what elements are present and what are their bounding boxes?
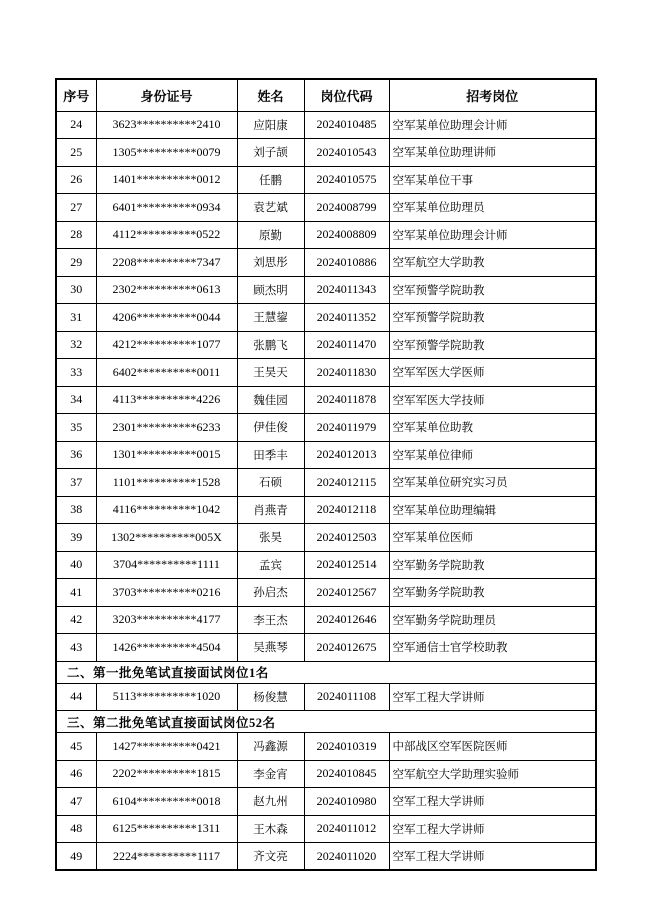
table-row [56, 469, 596, 497]
serial-cell: 44 [56, 683, 96, 711]
id-number-cell: 6401**********0934 [96, 194, 237, 222]
id-number-cell: 1305**********0079 [96, 139, 237, 167]
id-number-cell: 2302**********0613 [96, 276, 237, 304]
id-number-cell: 2208**********7347 [96, 249, 237, 277]
position-cell: 空军勤务学院助教 [389, 579, 596, 607]
name-cell: 李王杰 [237, 606, 304, 634]
serial-cell: 43 [56, 634, 96, 662]
position-cell: 空军某单位医师 [389, 524, 596, 552]
id-number-cell: 6125**********1311 [96, 815, 237, 843]
job-code-cell: 2024011979 [304, 414, 389, 442]
job-code-cell: 2024010845 [304, 760, 389, 788]
id-number-cell: 5113**********1020 [96, 683, 237, 711]
name-cell: 孙启杰 [237, 579, 304, 607]
section-row [56, 661, 596, 683]
table-row [56, 843, 596, 871]
name-cell: 刘思彤 [237, 249, 304, 277]
id-number-cell: 2224**********1117 [96, 843, 237, 871]
serial-cell: 45 [56, 733, 96, 761]
name-cell: 张昊 [237, 524, 304, 552]
id-number-cell: 4206**********0044 [96, 304, 237, 332]
position-cell: 空军工程大学讲师 [389, 683, 596, 711]
job-code-cell: 2024010980 [304, 788, 389, 816]
serial-cell: 48 [56, 815, 96, 843]
table-row [56, 760, 596, 788]
name-cell: 刘子颉 [237, 139, 304, 167]
table-row [56, 194, 596, 222]
name-cell: 伊佳俊 [237, 414, 304, 442]
serial-cell: 25 [56, 139, 96, 167]
position-cell: 空军航空大学助教 [389, 249, 596, 277]
name-cell: 吴燕琴 [237, 634, 304, 662]
table-body [56, 111, 596, 870]
name-cell: 原勤 [237, 221, 304, 249]
header-cell-3: 岗位代码 [304, 79, 389, 111]
header-cell-4: 招考岗位 [389, 79, 596, 111]
section-label: 三、第二批免笔试直接面试岗位52名 [56, 711, 596, 733]
job-code-cell: 2024010886 [304, 249, 389, 277]
serial-cell: 33 [56, 359, 96, 387]
id-number-cell: 2301**********6233 [96, 414, 237, 442]
job-code-cell: 2024011020 [304, 843, 389, 871]
job-code-cell: 2024011830 [304, 359, 389, 387]
position-cell: 空军某单位助理员 [389, 194, 596, 222]
section-label: 二、第一批免笔试直接面试岗位1名 [56, 661, 596, 683]
table-row [56, 579, 596, 607]
name-cell: 肖燕青 [237, 496, 304, 524]
position-cell: 空军工程大学讲师 [389, 815, 596, 843]
name-cell: 赵九州 [237, 788, 304, 816]
id-number-cell: 1301**********0015 [96, 441, 237, 469]
job-code-cell: 2024011343 [304, 276, 389, 304]
table-row [56, 551, 596, 579]
table-row [56, 815, 596, 843]
position-cell: 空军军医大学医师 [389, 359, 596, 387]
job-code-cell: 2024012118 [304, 496, 389, 524]
serial-cell: 31 [56, 304, 96, 332]
id-number-cell: 3704**********1111 [96, 551, 237, 579]
name-cell: 石硕 [237, 469, 304, 497]
job-code-cell: 2024012567 [304, 579, 389, 607]
position-cell: 空军某单位助教 [389, 414, 596, 442]
serial-cell: 28 [56, 221, 96, 249]
id-number-cell: 6104**********0018 [96, 788, 237, 816]
job-code-cell: 2024011470 [304, 331, 389, 359]
id-number-cell: 3203**********4177 [96, 606, 237, 634]
table-row [56, 276, 596, 304]
position-cell: 空军某单位研究实习员 [389, 469, 596, 497]
serial-cell: 34 [56, 386, 96, 414]
job-code-cell: 2024010543 [304, 139, 389, 167]
serial-cell: 38 [56, 496, 96, 524]
position-cell: 空军某单位助理编辑 [389, 496, 596, 524]
position-cell: 空军预警学院助教 [389, 304, 596, 332]
name-cell: 孟宾 [237, 551, 304, 579]
id-number-cell: 3703**********0216 [96, 579, 237, 607]
id-number-cell: 4112**********0522 [96, 221, 237, 249]
position-cell: 空军军医大学技师 [389, 386, 596, 414]
table-header-row [56, 79, 596, 111]
position-cell: 中部战区空军医院医师 [389, 733, 596, 761]
serial-cell: 39 [56, 524, 96, 552]
name-cell: 应阳康 [237, 111, 304, 139]
id-number-cell: 6402**********0011 [96, 359, 237, 387]
job-code-cell: 2024011878 [304, 386, 389, 414]
position-cell: 空军某单位助理讲师 [389, 139, 596, 167]
name-cell: 王昊天 [237, 359, 304, 387]
table-row [56, 683, 596, 711]
name-cell: 张鹏飞 [237, 331, 304, 359]
section-row [56, 711, 596, 733]
table-row [56, 496, 596, 524]
serial-cell: 40 [56, 551, 96, 579]
job-code-cell: 2024011012 [304, 815, 389, 843]
name-cell: 冯鑫源 [237, 733, 304, 761]
position-cell: 空军工程大学讲师 [389, 788, 596, 816]
serial-cell: 29 [56, 249, 96, 277]
table-row [56, 386, 596, 414]
position-cell: 空军工程大学讲师 [389, 843, 596, 871]
serial-cell: 36 [56, 441, 96, 469]
name-cell: 王木森 [237, 815, 304, 843]
serial-cell: 35 [56, 414, 96, 442]
table-row [56, 634, 596, 662]
id-number-cell: 1101**********1528 [96, 469, 237, 497]
id-number-cell: 1426**********4504 [96, 634, 237, 662]
job-code-cell: 2024010319 [304, 733, 389, 761]
name-cell: 魏佳园 [237, 386, 304, 414]
serial-cell: 32 [56, 331, 96, 359]
id-number-cell: 1401**********0012 [96, 166, 237, 194]
position-cell: 空军某单位助理会计师 [389, 221, 596, 249]
position-cell: 空军预警学院助教 [389, 276, 596, 304]
job-code-cell: 2024012675 [304, 634, 389, 662]
id-number-cell: 2202**********1815 [96, 760, 237, 788]
name-cell: 顾杰明 [237, 276, 304, 304]
table-row [56, 606, 596, 634]
table-row [56, 788, 596, 816]
name-cell: 田季丰 [237, 441, 304, 469]
position-cell: 空军预警学院助教 [389, 331, 596, 359]
table-row [56, 249, 596, 277]
serial-cell: 47 [56, 788, 96, 816]
id-number-cell: 4116**********1042 [96, 496, 237, 524]
position-cell: 空军勤务学院助教 [389, 551, 596, 579]
serial-cell: 26 [56, 166, 96, 194]
job-code-cell: 2024010575 [304, 166, 389, 194]
table-row [56, 166, 596, 194]
job-code-cell: 2024012503 [304, 524, 389, 552]
serial-cell: 24 [56, 111, 96, 139]
position-cell: 空军某单位干事 [389, 166, 596, 194]
serial-cell: 42 [56, 606, 96, 634]
position-cell: 空军某单位助理会计师 [389, 111, 596, 139]
table-row [56, 733, 596, 761]
table-row [56, 331, 596, 359]
name-cell: 任鹏 [237, 166, 304, 194]
name-cell: 李金宵 [237, 760, 304, 788]
table-row [56, 524, 596, 552]
job-code-cell: 2024011108 [304, 683, 389, 711]
table-row [56, 414, 596, 442]
table-row [56, 111, 596, 139]
id-number-cell: 4212**********1077 [96, 331, 237, 359]
id-number-cell: 3623**********2410 [96, 111, 237, 139]
table-row [56, 304, 596, 332]
table-row [56, 359, 596, 387]
serial-cell: 30 [56, 276, 96, 304]
header-cell-2: 姓名 [237, 79, 304, 111]
id-number-cell: 1302**********005X [96, 524, 237, 552]
header-cell-1: 身份证号 [96, 79, 237, 111]
id-number-cell: 4113**********4226 [96, 386, 237, 414]
serial-cell: 49 [56, 843, 96, 871]
name-cell: 王慧鋆 [237, 304, 304, 332]
table-row [56, 139, 596, 167]
table-row [56, 441, 596, 469]
name-cell: 齐文亮 [237, 843, 304, 871]
name-cell: 杨俊慧 [237, 683, 304, 711]
table-row [56, 221, 596, 249]
position-cell: 空军航空大学助理实验师 [389, 760, 596, 788]
serial-cell: 46 [56, 760, 96, 788]
job-code-cell: 2024008809 [304, 221, 389, 249]
job-code-cell: 2024011352 [304, 304, 389, 332]
serial-cell: 37 [56, 469, 96, 497]
serial-cell: 41 [56, 579, 96, 607]
job-code-cell: 2024012013 [304, 441, 389, 469]
name-cell: 袁艺斌 [237, 194, 304, 222]
job-code-cell: 2024012115 [304, 469, 389, 497]
id-number-cell: 1427**********0421 [96, 733, 237, 761]
serial-cell: 27 [56, 194, 96, 222]
job-code-cell: 2024010485 [304, 111, 389, 139]
position-cell: 空军某单位律师 [389, 441, 596, 469]
position-cell: 空军通信士官学校助教 [389, 634, 596, 662]
job-code-cell: 2024012514 [304, 551, 389, 579]
position-cell: 空军勤务学院助理员 [389, 606, 596, 634]
job-code-cell: 2024008799 [304, 194, 389, 222]
roster-table [55, 78, 597, 871]
header-cell-0: 序号 [56, 79, 96, 111]
job-code-cell: 2024012646 [304, 606, 389, 634]
